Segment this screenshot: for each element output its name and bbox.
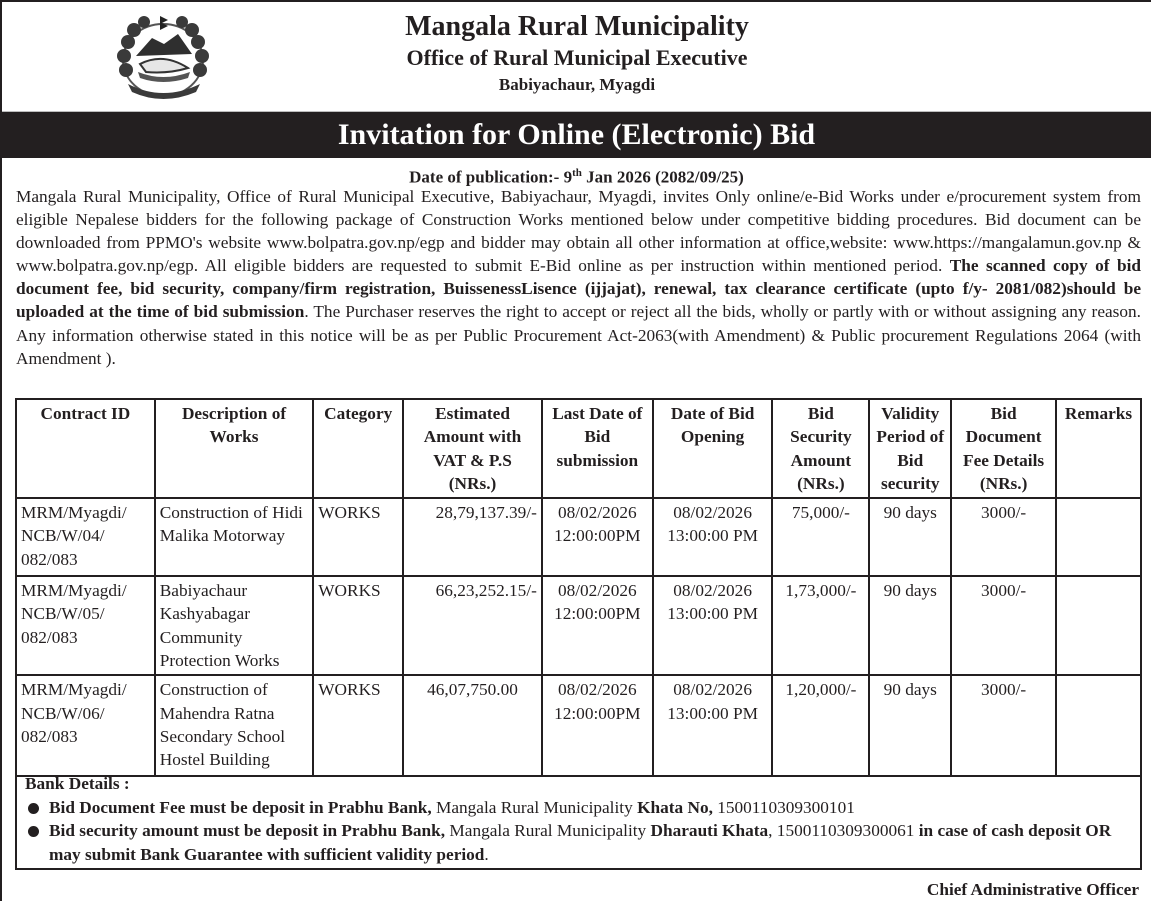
- bank-item-bold: Bid Document Fee must be deposit in Prabhu Bank,: [49, 797, 432, 817]
- publication-day-suffix: th: [572, 167, 582, 179]
- bank-item-text: Mangala Rural Municipality: [431, 797, 638, 817]
- estimated-amount-cell: 28,79,137.39/-: [403, 498, 542, 576]
- remarks-cell: [1056, 498, 1141, 576]
- category-cell: WORKS: [313, 498, 403, 576]
- category-cell: WORKS: [313, 675, 403, 776]
- bank-item-bold: Khata No,: [637, 797, 713, 817]
- bank-item-bold: Bid security amount must be deposit in Prabhu Bank,: [49, 821, 446, 840]
- header-titles: [302, 10, 852, 98]
- category-cell: WORKS: [313, 576, 403, 675]
- remarks-cell: [1056, 675, 1141, 776]
- contract-id-cell: MRM/Myagdi/ NCB/W/04/ 082/083: [16, 498, 155, 576]
- column-header: Contract ID: [16, 399, 155, 498]
- government-emblem-icon: [108, 12, 218, 104]
- description-cell: Babiyachaur Kashyabagar Community Protection Works: [155, 576, 313, 675]
- signatory-title: Chief Administrative Officer: [926, 880, 1139, 899]
- table-row: [16, 675, 1141, 776]
- intro-bold-requirements: The scanned copy of bid document fee, bid security, company/firm registration, BuissenessLisence (ijjajat), renewal, tax clearance certificate (upto f/y- 2081/082)should be uploaded at the time of bid submission: [16, 256, 1141, 322]
- validity-cell: 90 days: [869, 675, 951, 776]
- column-header: Category: [313, 399, 403, 498]
- publication-label: Date of publication:-: [409, 167, 564, 187]
- office-location: Babiyachaur, Myagdi: [498, 75, 656, 94]
- bid-security-cell: 1,20,000/-: [772, 675, 869, 776]
- table-row: [16, 576, 1141, 675]
- publication-date-rest: Jan 2026 (2082/09/25): [581, 167, 744, 187]
- column-header: Description of Works: [155, 399, 313, 498]
- column-header: Remarks: [1056, 399, 1141, 498]
- bid-security-cell: 75,000/-: [772, 498, 869, 576]
- office-name: Office of Rural Municipal Executive: [406, 45, 748, 70]
- table-header-row: [16, 399, 1141, 498]
- contract-id-cell: MRM/Myagdi/ NCB/W/06/ 082/083: [16, 675, 155, 776]
- bank-item-text: Mangala Rural Municipality: [445, 821, 651, 840]
- bank-detail-item: [25, 796, 1132, 820]
- intro-paragraph: [16, 185, 1141, 370]
- last-date-cell: 08/02/2026 12:00:00PM: [542, 576, 653, 675]
- last-date-cell: 08/02/2026 12:00:00PM: [542, 675, 653, 776]
- estimated-amount-cell: 46,07,750.00: [403, 675, 542, 776]
- notice-header: [2, 2, 1151, 112]
- estimated-amount-cell: 66,23,252.15/-: [403, 576, 542, 675]
- bullet-icon: [28, 803, 39, 814]
- contract-id-cell: MRM/Myagdi/ NCB/W/05/ 082/083: [16, 576, 155, 675]
- bank-details-heading: Bank Details :: [25, 774, 130, 793]
- validity-cell: 90 days: [869, 576, 951, 675]
- column-header: Bid Document Fee Details (NRs.): [951, 399, 1056, 498]
- intro-text-1: Mangala Rural Municipality, Office of Rural Municipal Executive, Babiyachaur, Myagdi, invites Only online/e-Bid Works under e/procurement system from eligible Nepalese bidders for the following package of Construction Works mentioned below under competitive bidding procedures. Bid document can be downloaded from PPMO's website www.bolpatra.gov.np/egp and bidder may obtain all other information at office,website: www.https://mangalamun.gov.np & www.bolpatra.gov.np/egp. All eligible bidders are requested to submit E-Bid online as per instruction within mentioned period.: [16, 187, 1141, 276]
- bullet-icon: [28, 826, 39, 837]
- municipality-name: Mangala Rural Municipality: [405, 11, 749, 42]
- description-cell: Construction of Hidi Malika Motorway: [155, 498, 313, 576]
- column-header: Last Date of Bid submission: [542, 399, 653, 498]
- column-header: Validity Period of Bid security: [869, 399, 951, 498]
- column-header: Date of Bid Opening: [653, 399, 773, 498]
- bid-security-cell: 1,73,000/-: [772, 576, 869, 675]
- publication-day: 9: [563, 167, 573, 187]
- table-row: [16, 498, 1141, 576]
- column-header: Estimated Amount with VAT & P.S (NRs.): [403, 399, 542, 498]
- last-date-cell: 08/02/2026 12:00:00PM: [542, 498, 653, 576]
- opening-date-cell: 08/02/2026 13:00:00 PM: [653, 576, 773, 675]
- bank-details-box: [15, 770, 1142, 870]
- bank-item-bold: Dharauti Khata: [650, 821, 769, 840]
- doc-fee-cell: 3000/-: [951, 498, 1056, 576]
- bank-account-number: 1500110309300101: [712, 797, 855, 817]
- doc-fee-cell: 3000/-: [951, 576, 1056, 675]
- doc-fee-cell: 3000/-: [951, 675, 1056, 776]
- bank-account-number: , 1500110309300061: [768, 821, 919, 840]
- intro-text-2: . The Purchaser reserves the right to accept or reject all the bids, wholly or partly with or without assigning any reason. Any information otherwise stated in this notice will be as per Public Procurement Act-2063(with Amendment) & Public procurement Regulations 2064 (with Amendment ).: [16, 302, 1141, 368]
- opening-date-cell: 08/02/2026 13:00:00 PM: [653, 675, 773, 776]
- notice-title-banner: Invitation for Online (Electronic) Bid: [2, 111, 1151, 158]
- bid-packages-table: [15, 398, 1142, 777]
- bank-detail-item: [25, 819, 1132, 866]
- validity-cell: 90 days: [869, 498, 951, 576]
- description-cell: Construction of Mahendra Ratna Secondary School Hostel Building: [155, 675, 313, 776]
- bank-item-text: .: [484, 844, 489, 864]
- remarks-cell: [1056, 576, 1141, 675]
- bank-item-bold: in case of cash deposit OR may submit Bank Guarantee with sufficient validity period: [49, 821, 1112, 864]
- column-header: Bid Security Amount (NRs.): [772, 399, 869, 498]
- opening-date-cell: 08/02/2026 13:00:00 PM: [653, 498, 773, 576]
